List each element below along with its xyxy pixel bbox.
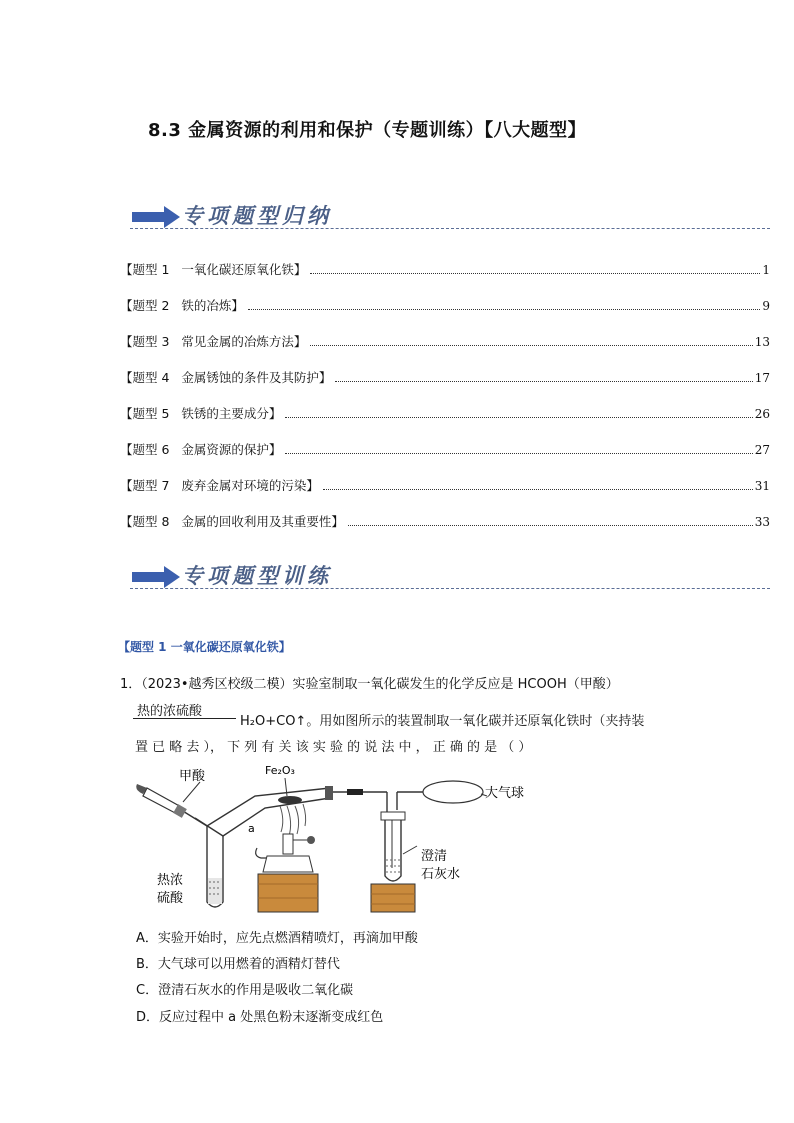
question-1-line-2: H₂O+CO↑。用如图所示的装置制取一氧化碳并还原氧化铁时（夹持装 [240, 714, 645, 729]
reaction-condition: 热的浓硫酸 [137, 704, 203, 719]
flame [280, 804, 306, 836]
toc-item-page: 31 [754, 479, 770, 493]
toc-item[interactable] [120, 440, 770, 460]
toc-leader [335, 381, 752, 382]
arrow-right-icon [132, 566, 180, 588]
label-formic-acid: 甲酸 [179, 769, 206, 784]
toc-item-label: 【题型 4 金属锈蚀的条件及其防护】 [120, 370, 332, 385]
fe2o3-powder [278, 796, 302, 804]
toc-item-label: 【题型 2 铁的冶炼】 [120, 298, 244, 313]
toc-item-page: 1 [762, 263, 770, 277]
toc-item-page: 33 [754, 515, 770, 529]
toc-item-label: 【题型 1 一氧化碳还原氧化铁】 [120, 262, 307, 277]
page-title: 8.3 金属资源的利用和保护（专题训练）【八大题型】 [148, 120, 587, 141]
toc-item[interactable] [120, 260, 770, 280]
toc-item-label: 【题型 5 铁锈的主要成分】 [120, 406, 282, 421]
summary-banner-label: 专项题型归纳 [182, 203, 332, 228]
toc-leader [348, 525, 753, 526]
toc-leader [310, 345, 752, 346]
burner-body [263, 856, 313, 872]
toc-item-page: 9 [762, 299, 770, 313]
toc-item[interactable] [120, 368, 770, 388]
tube-stopper [325, 786, 333, 800]
toc-item-label: 【题型 3 常见金属的冶炼方法】 [120, 334, 307, 349]
question-1-line-3: 置 已 略 去 ）， 下 列 有 关 该 实 验 的 说 法 中 ， 正 确 的 是 （ ） [135, 740, 532, 755]
label-hot-acid-1: 热浓 [157, 873, 184, 888]
toc-item-page: 17 [754, 371, 770, 385]
option-c[interactable]: C．澄清石灰水的作用是吸收二氧化碳 [136, 983, 354, 998]
label-limewater-1: 澄清 [421, 849, 448, 864]
toc-item-label: 【题型 6 金属资源的保护】 [120, 442, 282, 457]
label-fe2o3: Fe₂O₃ [265, 764, 295, 777]
toc-item-label: 【题型 8 金属的回收利用及其重要性】 [120, 514, 344, 529]
option-a[interactable]: A．实验开始时，应先点燃酒精喷灯，再滴加甲酸 [136, 931, 418, 946]
toc-leader [285, 417, 752, 418]
label-hot-acid-2: 硫酸 [157, 891, 184, 906]
balloon [423, 781, 483, 803]
label-balloon: 大气球 [485, 786, 525, 801]
toc-item-page: 27 [754, 443, 770, 457]
toc-item[interactable] [120, 512, 770, 532]
section-heading: 【题型 1 一氧化碳还原氧化铁】 [118, 640, 291, 654]
tube-cap [381, 812, 405, 820]
burner-valve [307, 836, 315, 844]
training-banner [130, 558, 770, 592]
toc-item-page: 26 [754, 407, 770, 421]
toc-item[interactable] [120, 296, 770, 316]
toc-leader [248, 309, 761, 310]
label-limewater-2: 石灰水 [421, 867, 461, 882]
toc-item[interactable] [120, 332, 770, 352]
summary-banner-rule [130, 228, 770, 229]
toc-item-label: 【题型 7 废弃金属对环境的污染】 [120, 478, 319, 493]
burner-neck [283, 834, 293, 854]
training-banner-label: 专项题型训练 [182, 563, 332, 588]
toc-leader [310, 273, 760, 274]
wooden-block-left [258, 874, 318, 912]
toc-leader [323, 489, 753, 490]
reaction-arrow-line [133, 718, 236, 719]
question-1-line-1: 1．（2023•越秀区校级二模）实验室制取一氧化碳发生的化学反应是 HCOOH（甲酸） [120, 677, 619, 692]
toc-item-page: 13 [754, 335, 770, 349]
toc-item[interactable] [120, 404, 770, 424]
rubber-tube [347, 789, 363, 795]
option-b[interactable]: B．大气球可以用燃着的酒精灯替代 [136, 957, 340, 972]
toc-leader [285, 453, 752, 454]
option-d[interactable]: D．反应过程中 a 处黑色粉末逐渐变成红色 [136, 1010, 384, 1025]
wooden-block-right [371, 884, 415, 912]
toc-item[interactable] [120, 476, 770, 496]
training-banner-rule [130, 588, 770, 589]
apparatus-diagram [135, 760, 575, 920]
summary-banner [130, 198, 770, 232]
label-point-a: a [248, 822, 255, 835]
arrow-right-icon [132, 206, 180, 228]
